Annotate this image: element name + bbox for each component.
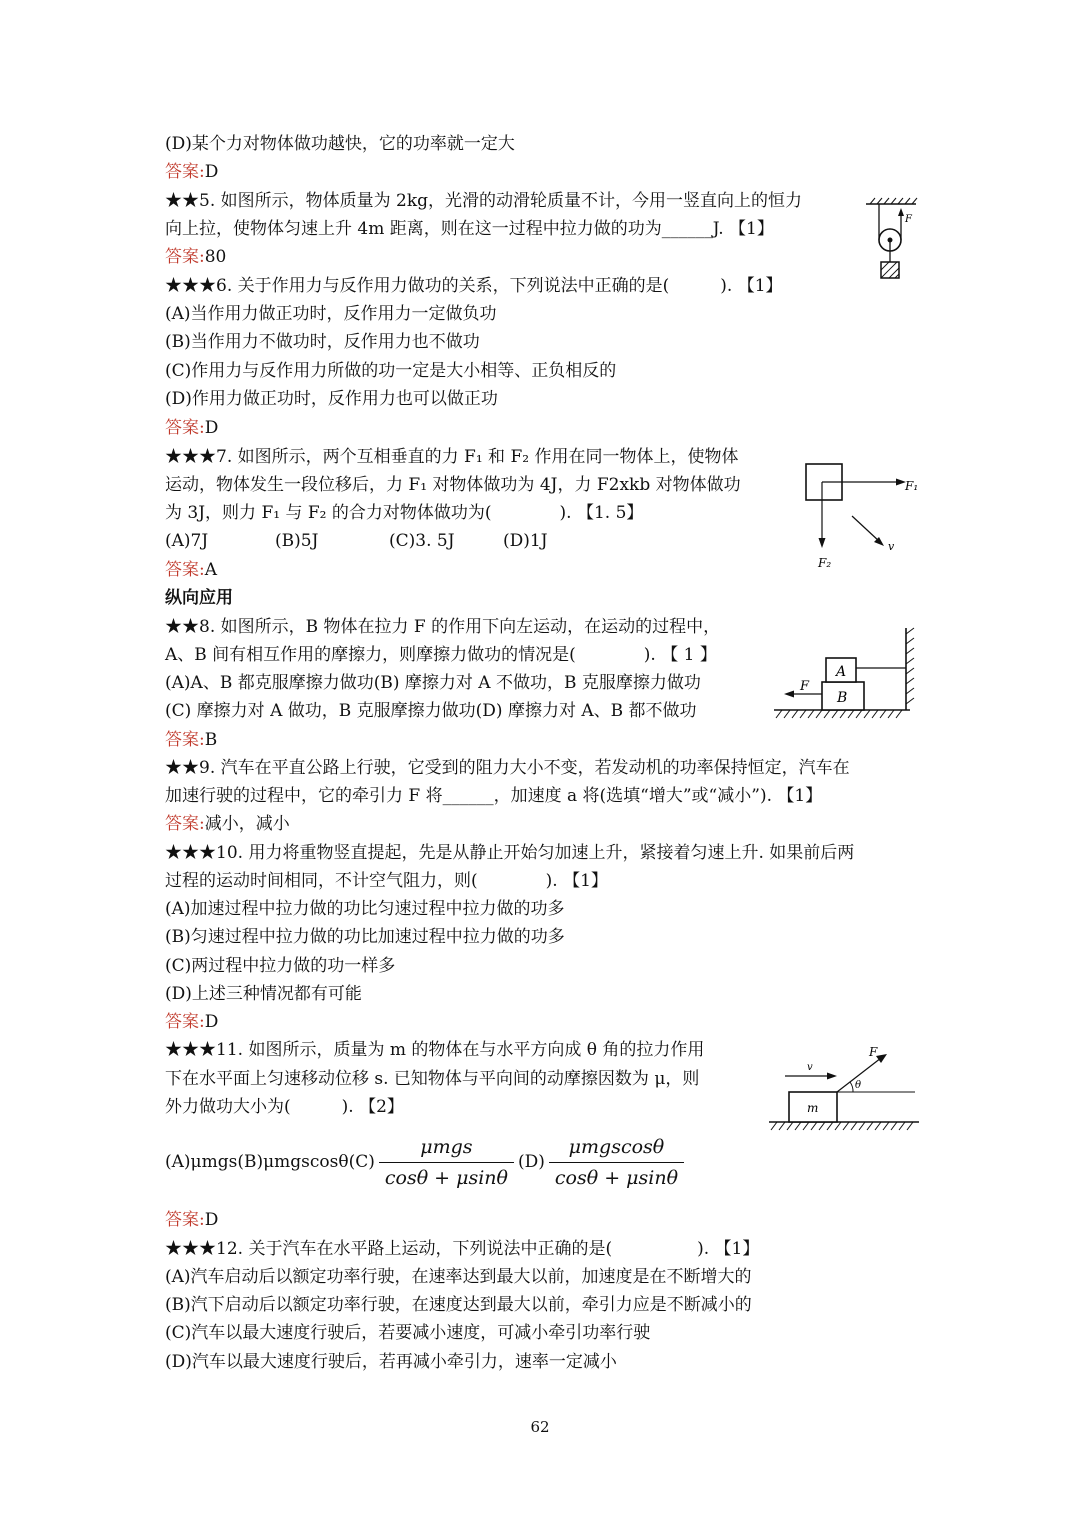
fraction-numerator: μmgscosθ [549, 1135, 684, 1163]
fraction-denominator: cosθ + μsinθ [384, 1167, 508, 1189]
answer-value: 80 [204, 247, 227, 267]
q12-option-b: (B)汽下启动后以额定功率行驶，在速度达到最大以前，牵引力应是不断减小的 [165, 1295, 752, 1315]
answer-label: 答案: [165, 162, 205, 182]
q11-stem-line1: ★★★11. 如图所示，质量为 m 的物体在与水平方向成 θ 角的拉力作用 [165, 1040, 705, 1060]
q11-option-a: (A)μmgs [165, 1152, 238, 1172]
q6-stem: ★★★6. 关于作用力与反作用力做功的关系，下列说法中正确的是( ). 【1】 [165, 276, 783, 296]
q11-stem-line2: 下在水平面上匀速移动位移 s. 已知物体与平向间的动摩擦因数为 μ，则 [165, 1069, 700, 1089]
q6-option-c: (C)作用力与反作用力所做的功一定是大小相等、正负相反的 [165, 361, 617, 381]
q10-stem-line2: 过程的运动时间相同，不计空气阻力，则( ). 【1】 [165, 871, 608, 891]
q10-stem-line1: ★★★10. 用力将重物竖直提起，先是从静止开始匀加速上升，紧接着匀速上升. 如果前后两 [165, 843, 855, 863]
q8-blocks-figure [770, 624, 920, 720]
q5-pulley-figure [862, 196, 922, 288]
q10-option-c: (C)两过程中拉力做的功一样多 [165, 956, 396, 976]
q7-forces-figure [800, 460, 925, 575]
q4-option-d: (D)某个力对物体做功越快，它的功率就一定大 [165, 134, 515, 154]
q10-answer [165, 1011, 218, 1033]
q8-stem-line1: ★★8. 如图所示，B 物体在拉力 F 的作用下向左运动，在运动的过程中， [165, 617, 721, 637]
answer-label: 答案: [165, 1012, 205, 1032]
block-a-label: A [836, 664, 847, 680]
ground-hatch [776, 710, 902, 718]
q11-option-d-label: (D) [517, 1152, 545, 1172]
answer-value: D [204, 418, 219, 438]
force-arrow-head [898, 208, 904, 216]
velocity-line [852, 516, 880, 542]
q12-option-c: (C)汽车以最大速度行驶后，若要减小速度，可减小牵引功率行驶 [165, 1323, 651, 1343]
block-b-label: B [837, 690, 848, 706]
f1-label: F₁ [905, 479, 919, 493]
answer-value: D [204, 162, 219, 182]
answer-value: 减小，减小 [204, 814, 290, 834]
section-heading: 纵向应用 [165, 588, 233, 608]
q7-stem-line2: 运动，物体发生一段位移后，力 F₁ 对物体做功为 4J，力 F2xkb 对物体做功 [165, 475, 741, 495]
q9-answer [165, 813, 290, 835]
q7-options [165, 530, 548, 552]
q7-option-a: (A)7J [165, 531, 209, 551]
q8-options-cd: (C) 摩擦力对 A 做功，B 克服摩擦力做功(D) 摩擦力对 A、B 都不做功 [165, 701, 697, 721]
q11-answer [165, 1209, 218, 1231]
velocity-arrow-head [827, 1073, 837, 1080]
q12-option-a: (A)汽车启动后以额定功率行驶，在速率达到最大以前，加速度是在不断增大的 [165, 1267, 752, 1287]
answer-value: D [204, 1210, 219, 1230]
q9-stem-line1: ★★9. 汽车在平直公路上行驶，它受到的阻力大小不变，若发动机的功率保持恒定，汽车在 [165, 758, 850, 778]
force-label: F [800, 679, 810, 694]
q11-option-c-fraction [379, 1135, 514, 1190]
q6-option-d: (D)作用力做正功时，反作用力也可以做正功 [165, 389, 498, 409]
q12-stem: ★★★12. 关于汽车在水平路上运动，下列说法中正确的是( ). 【1】 [165, 1239, 760, 1259]
q7-option-d: (D)1J [503, 531, 548, 551]
answer-value: A [204, 560, 218, 580]
q11-stem-line3: 外力做功大小为( ). 【2】 [165, 1097, 404, 1117]
q11-option-c-label: (C) [348, 1152, 375, 1172]
answer-label: 答案: [165, 560, 205, 580]
ceiling-hatch [870, 198, 917, 204]
f2-label: F₂ [818, 556, 832, 570]
f2-arrow-head [819, 538, 826, 548]
answer-value: D [204, 1012, 219, 1032]
force-label: F [905, 214, 912, 225]
q6-option-a: (A)当作用力做正功时，反作用力一定做负功 [165, 304, 497, 324]
q7-stem-line1: ★★★7. 如图所示，两个互相垂直的力 F₁ 和 F₂ 作用在同一物体上，使物体 [165, 447, 739, 467]
q7-answer [165, 559, 217, 581]
mass-label: m [807, 1101, 819, 1115]
q10-option-b: (B)匀速过程中拉力做的功比加速过程中拉力做的功多 [165, 927, 565, 947]
ground-hatch [771, 1122, 913, 1130]
wall-hatch [906, 628, 914, 704]
q8-options-ab: (A)A、B 都克服摩擦力做功(B) 摩擦力对 A 不做功，B 克服摩擦力做功 [165, 673, 701, 693]
q5-stem-line1: ★★5. 如图所示，物体质量为 2kg，光滑的动滑轮质量不计，今用一竖直向上的恒力 [165, 191, 803, 211]
q11-option-b: (B)μmgscosθ [237, 1152, 349, 1172]
q8-stem-line2: A、B 间有相互作用的摩擦力，则摩擦力做功的情况是( ). 【 1 】 [165, 645, 717, 665]
q7-option-c: (C)3. 5J [389, 531, 455, 551]
pull-force-arrow-head [876, 1054, 887, 1063]
force-arrow-head [784, 691, 794, 698]
angle-arc [850, 1082, 853, 1092]
q5-stem-line2: 向上拉，使物体匀速上升 4m 距离，则在这一过程中拉力做的功为______J. 【1】 [165, 219, 774, 239]
q11-options [165, 1134, 688, 1190]
answer-label: 答案: [165, 730, 205, 750]
q6-option-b: (B)当作用力不做功时，反作用力也不做功 [165, 332, 480, 352]
answer-label: 答案: [165, 247, 205, 267]
velocity-label: v [807, 1062, 813, 1073]
velocity-label: v [888, 540, 895, 553]
pull-force-label: F [869, 1045, 878, 1059]
angle-label: θ [855, 1080, 862, 1091]
q4-answer [165, 161, 218, 183]
q6-answer [165, 417, 218, 439]
q9-stem-line2: 加速行驶的过程中，它的牵引力 F 将______，加速度 a 将(选填“增大”或“减小”). 【1】 [165, 786, 823, 806]
q12-option-d: (D)汽车以最大速度行驶后，若再减小牵引力，速率一定减小 [165, 1352, 617, 1372]
q11-option-d-fraction [549, 1135, 684, 1190]
answer-value: B [204, 730, 218, 750]
q10-option-a: (A)加速过程中拉力做的功比匀速过程中拉力做的功多 [165, 899, 565, 919]
q5-answer [165, 246, 226, 268]
q7-option-b: (B)5J [275, 531, 319, 551]
q11-block-figure [765, 1042, 925, 1134]
answer-label: 答案: [165, 1210, 205, 1230]
answer-label: 答案: [165, 418, 205, 438]
answer-label: 答案: [165, 814, 205, 834]
fraction-numerator: μmgs [379, 1135, 514, 1163]
q7-stem-line3: 为 3J，则力 F₁ 与 F₂ 的合力对物体做功为( ). 【1. 5】 [165, 503, 644, 523]
q8-answer [165, 729, 217, 751]
fraction-denominator: cosθ + μsinθ [554, 1167, 679, 1189]
q10-option-d: (D)上述三种情况都有可能 [165, 984, 362, 1004]
page-number: 62 [530, 1418, 550, 1436]
